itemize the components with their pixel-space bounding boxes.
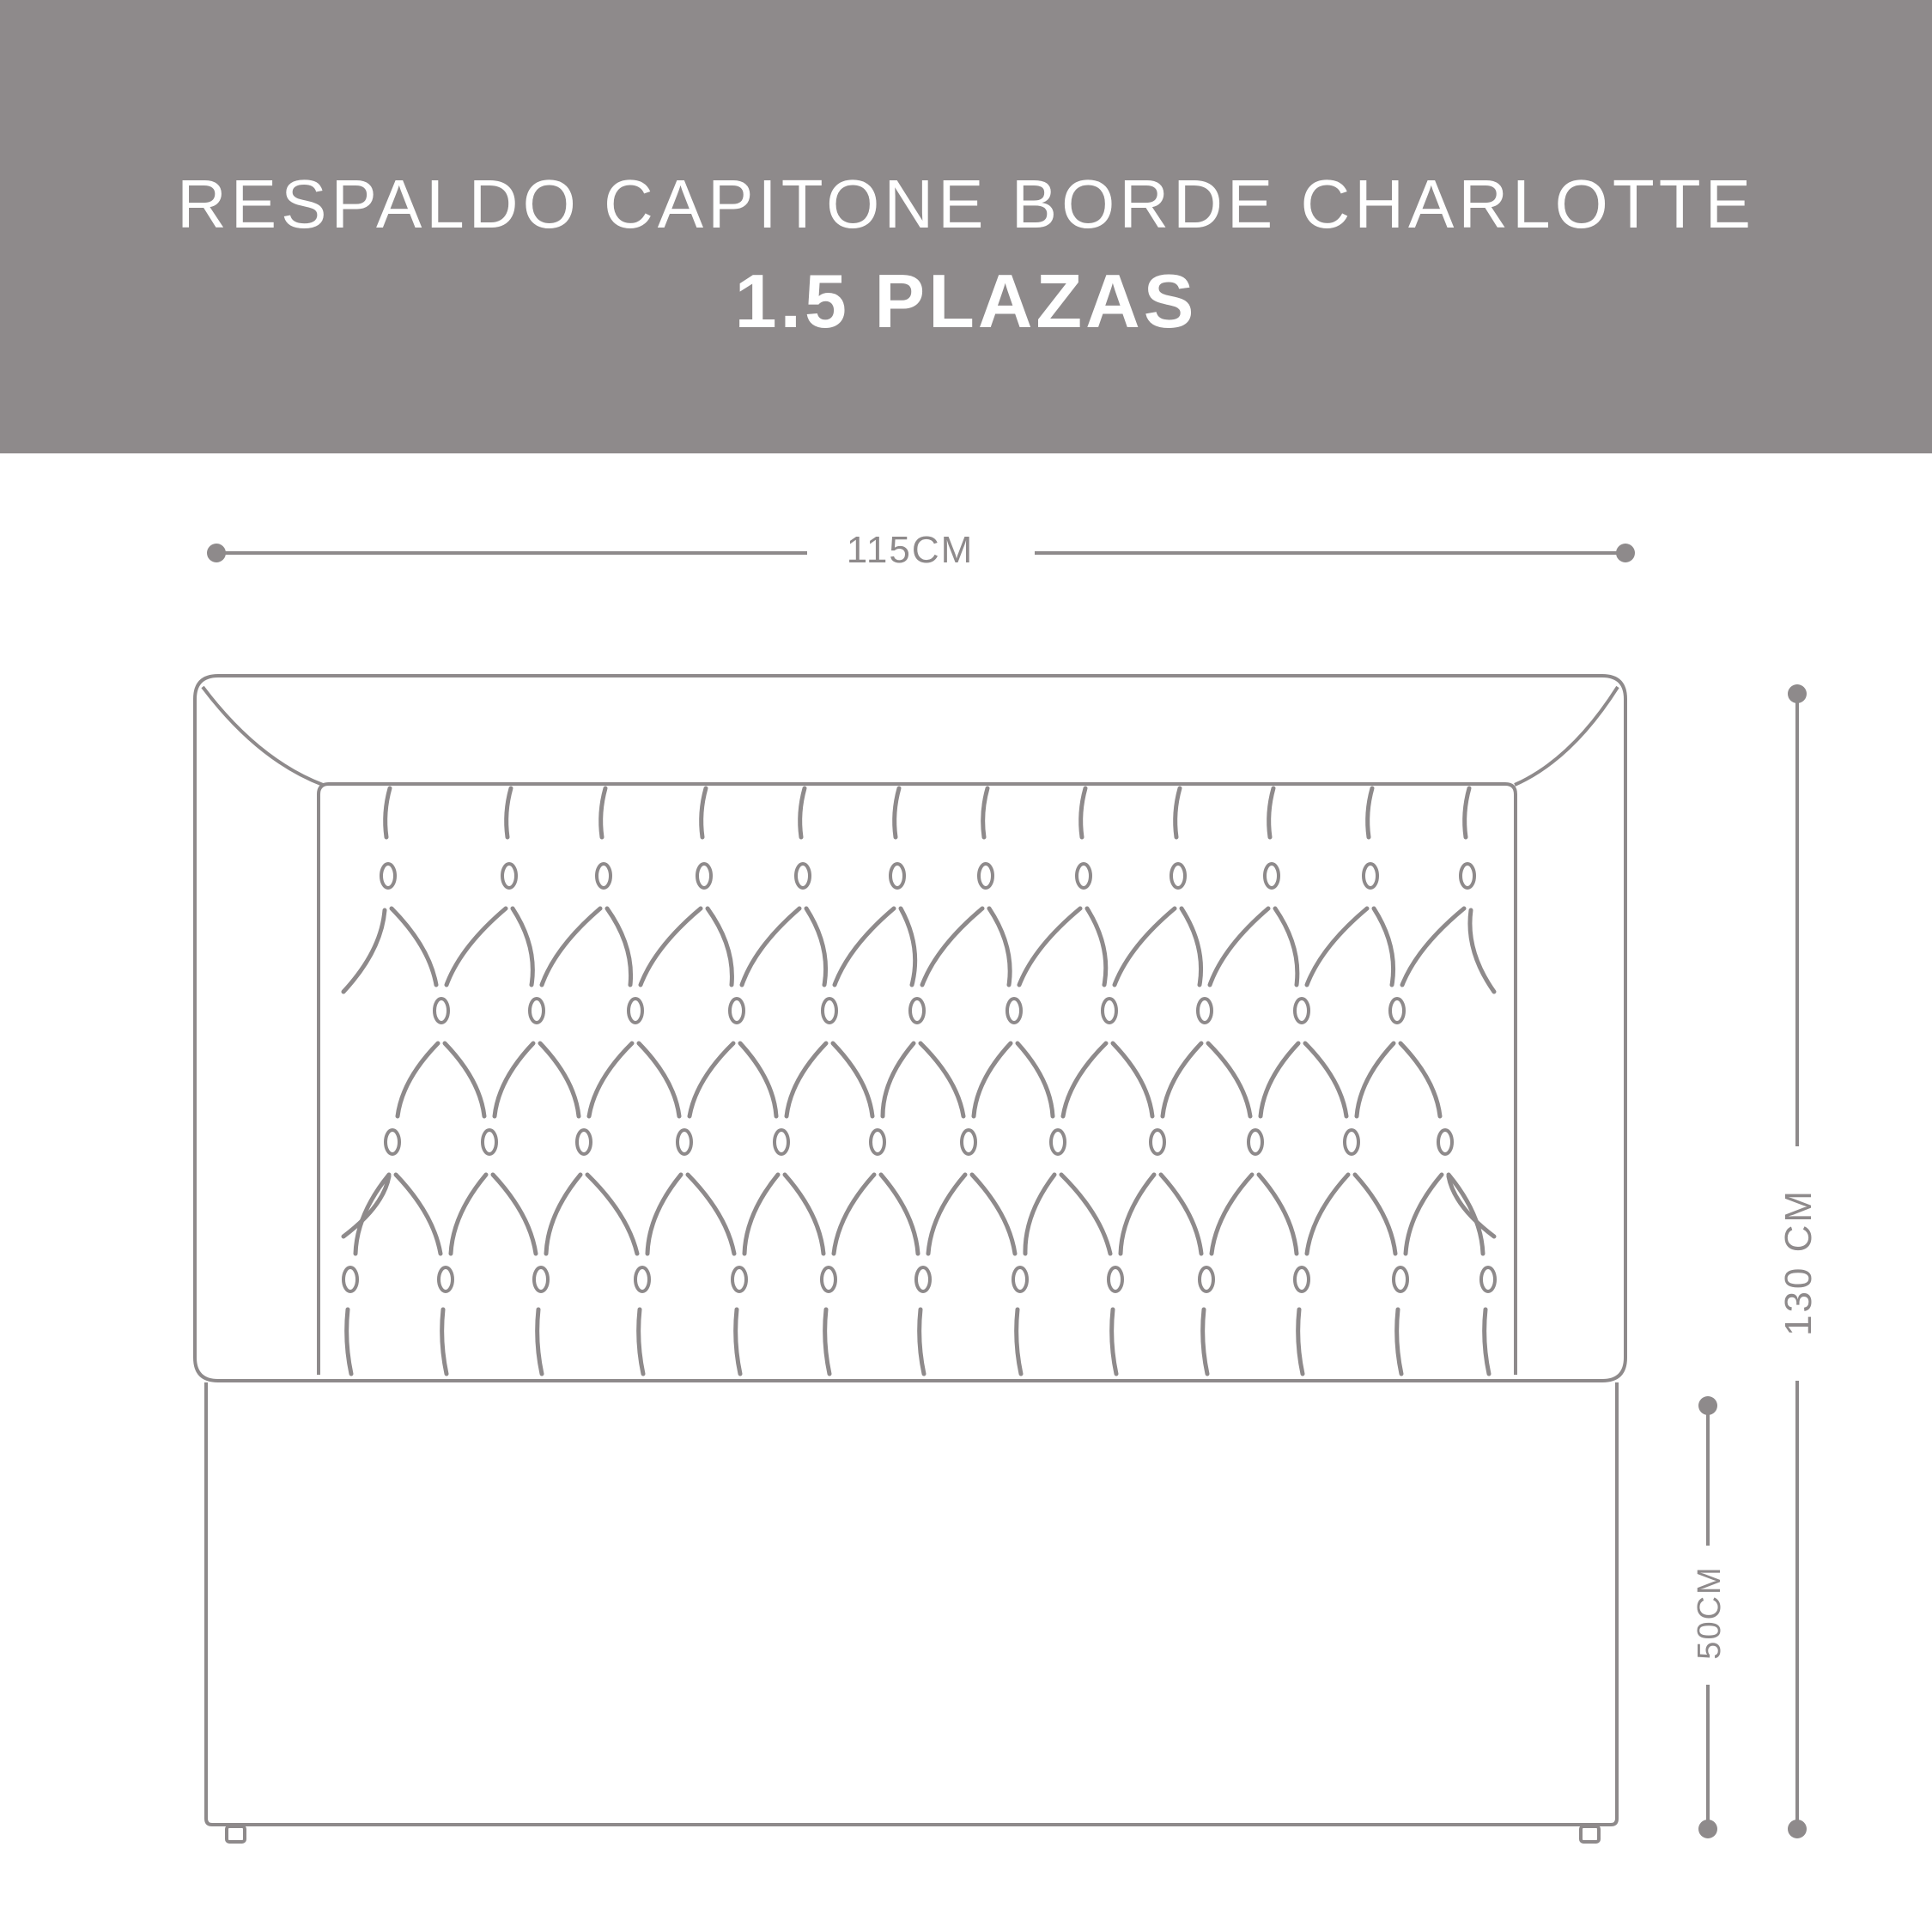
- tuft-crease: [1406, 1175, 1442, 1254]
- tuft-crease: [833, 1043, 872, 1116]
- tuft-crease: [1161, 1175, 1201, 1254]
- tuft-crease: [451, 1175, 486, 1254]
- tuft-crease: [386, 788, 390, 837]
- tuft-crease: [740, 1043, 776, 1116]
- tuft-crease: [1063, 1043, 1106, 1116]
- tuft-crease: [688, 1175, 734, 1254]
- tuft-button: [1345, 1130, 1358, 1154]
- tuft-button: [732, 1267, 746, 1291]
- tuft-crease: [1269, 788, 1273, 837]
- tuft-crease: [1112, 1309, 1116, 1374]
- tuft-crease: [542, 908, 600, 985]
- tuft-crease: [825, 1309, 829, 1374]
- tuft-button: [1249, 1130, 1262, 1154]
- tuft-crease: [1298, 1309, 1303, 1374]
- tuft-button: [434, 999, 448, 1023]
- tuft-crease: [1087, 908, 1106, 985]
- tuft-button: [635, 1267, 649, 1291]
- tuft-crease: [546, 1175, 580, 1254]
- capitone-tufting-pattern: [343, 788, 1495, 1374]
- tuft-button: [1171, 864, 1185, 888]
- tuft-crease: [1203, 1309, 1207, 1374]
- headboard-outline: [195, 676, 1625, 1842]
- tuft-button: [530, 999, 544, 1023]
- tuft-crease: [1465, 788, 1469, 837]
- tuft-crease: [1355, 1175, 1395, 1254]
- tuft-button: [381, 864, 395, 888]
- tuft-crease: [639, 1043, 679, 1116]
- tuft-crease: [800, 788, 805, 837]
- tuft-crease: [639, 1309, 643, 1374]
- tuft-crease: [1081, 788, 1085, 837]
- tuft-crease: [806, 908, 826, 985]
- tuft-crease: [398, 1043, 438, 1116]
- tuft-crease: [1210, 908, 1268, 985]
- tuft-crease: [920, 1043, 963, 1116]
- tuft-crease: [1019, 908, 1080, 985]
- tuft-crease: [540, 1043, 579, 1116]
- tuft-crease: [1397, 1309, 1401, 1374]
- tuft-crease: [507, 788, 511, 837]
- tuft-crease: [442, 1309, 447, 1374]
- tuft-button: [1265, 864, 1279, 888]
- tuft-crease: [736, 1309, 740, 1374]
- tuft-button: [890, 864, 904, 888]
- tuft-button: [871, 1130, 884, 1154]
- tuft-crease: [587, 1175, 637, 1254]
- tuft-crease: [641, 908, 701, 985]
- tuft-button: [677, 1130, 691, 1154]
- width-dim-end-dot: [1616, 544, 1635, 562]
- tuft-crease: [1261, 1043, 1298, 1116]
- tuft-crease: [974, 1043, 1011, 1116]
- tuft-button: [979, 864, 993, 888]
- tuft-crease: [607, 908, 631, 985]
- tuft-crease: [513, 908, 532, 985]
- tuft-button: [1007, 999, 1021, 1023]
- tuft-crease: [928, 1175, 965, 1254]
- tuft-crease: [447, 908, 506, 985]
- tuft-crease: [1121, 1175, 1154, 1254]
- tuft-crease: [1208, 1043, 1250, 1116]
- tuft-button: [910, 999, 924, 1023]
- tuft-crease: [538, 1309, 542, 1374]
- tuft-crease: [647, 1175, 681, 1254]
- tuft-crease: [708, 908, 732, 985]
- tuft-crease: [1061, 1175, 1110, 1254]
- tuft-button: [343, 1267, 357, 1291]
- tuft-crease: [1374, 908, 1394, 985]
- tuft-crease: [744, 1175, 778, 1254]
- tuft-button: [822, 1267, 835, 1291]
- product-title: RESPALDO CAPITONE BORDE CHARLOTTE: [177, 166, 1755, 242]
- tuft-button: [1103, 999, 1116, 1023]
- tuft-crease: [1400, 1043, 1440, 1116]
- tuft-crease: [347, 1309, 351, 1374]
- tuft-crease: [1018, 1043, 1053, 1116]
- tuft-crease: [589, 1043, 632, 1116]
- tuft-crease: [392, 908, 436, 985]
- tuft-crease: [1275, 908, 1297, 985]
- tuft-button: [386, 1130, 399, 1154]
- tuft-button: [1438, 1130, 1452, 1154]
- tuft-crease: [901, 908, 915, 985]
- tuft-button: [1013, 1267, 1027, 1291]
- tuft-button: [1390, 999, 1404, 1023]
- tuft-crease: [343, 910, 385, 992]
- tuft-button: [439, 1267, 453, 1291]
- tuft-button: [1151, 1130, 1164, 1154]
- tuft-button: [1295, 1267, 1309, 1291]
- tuft-crease: [1307, 1175, 1348, 1254]
- tuft-crease: [1259, 1175, 1297, 1254]
- tuft-crease: [835, 908, 894, 985]
- tuft-button: [629, 999, 642, 1023]
- tuft-crease: [1402, 908, 1464, 985]
- tuft-crease: [1368, 788, 1372, 837]
- tuft-crease: [1485, 1309, 1489, 1374]
- tuft-crease: [1307, 908, 1367, 985]
- tuft-crease: [1025, 1175, 1054, 1254]
- product-size: 1.5 PLAZAS: [734, 258, 1198, 343]
- tuft-crease: [495, 1043, 533, 1116]
- width-dim-start-dot: [207, 544, 226, 562]
- tuft-crease: [1113, 1043, 1152, 1116]
- tuft-button: [962, 1130, 975, 1154]
- tuft-crease: [883, 1043, 914, 1116]
- tuft-button: [1461, 864, 1474, 888]
- tuft-crease: [972, 1175, 1015, 1254]
- tuft-crease: [690, 1043, 733, 1116]
- tuft-crease: [601, 788, 605, 837]
- tuft-crease: [834, 1175, 874, 1254]
- tuft-button: [916, 1267, 930, 1291]
- tuft-button: [1394, 1267, 1407, 1291]
- tuft-button: [502, 864, 516, 888]
- tuft-button: [1077, 864, 1091, 888]
- base-height-label: 50CM: [1692, 1565, 1728, 1660]
- tuft-crease: [1176, 788, 1180, 837]
- tuft-crease: [1115, 908, 1175, 985]
- tuft-crease: [1305, 1043, 1346, 1116]
- tuft-crease: [742, 908, 799, 985]
- tuft-button: [1295, 999, 1309, 1023]
- tuft-crease: [1163, 1043, 1201, 1116]
- tuft-crease: [1017, 1309, 1021, 1374]
- tuft-button: [1200, 1267, 1213, 1291]
- tuft-crease: [983, 788, 987, 837]
- tuft-button: [577, 1130, 591, 1154]
- tuft-crease: [1357, 1043, 1394, 1116]
- total-height-label: 130 CM: [1777, 1188, 1820, 1337]
- tuft-crease: [787, 1043, 826, 1116]
- tuft-button: [823, 999, 836, 1023]
- tuft-crease: [989, 908, 1010, 985]
- tuft-button: [730, 999, 744, 1023]
- tuft-crease: [1470, 910, 1494, 992]
- tuft-crease: [445, 1043, 484, 1116]
- tuft-crease: [881, 1175, 918, 1254]
- tuft-button: [483, 1130, 496, 1154]
- width-label: 115CM: [846, 529, 975, 571]
- tuft-button: [697, 864, 711, 888]
- tuft-crease: [1212, 1175, 1252, 1254]
- tuft-crease: [702, 788, 706, 837]
- tuft-crease: [396, 1175, 440, 1254]
- tuft-button: [534, 1267, 548, 1291]
- tuft-crease: [785, 1175, 823, 1254]
- tuft-crease: [1182, 908, 1201, 985]
- tuft-crease: [895, 788, 899, 837]
- tuft-button: [1481, 1267, 1495, 1291]
- tuft-crease: [920, 1309, 924, 1374]
- tuft-button: [1364, 864, 1377, 888]
- tuft-crease: [922, 908, 982, 985]
- tuft-button: [1109, 1267, 1122, 1291]
- tuft-crease: [493, 1175, 536, 1254]
- tuft-button: [796, 864, 810, 888]
- tuft-button: [775, 1130, 788, 1154]
- tuft-button: [1051, 1130, 1065, 1154]
- tuft-button: [597, 864, 611, 888]
- tuft-button: [1198, 999, 1212, 1023]
